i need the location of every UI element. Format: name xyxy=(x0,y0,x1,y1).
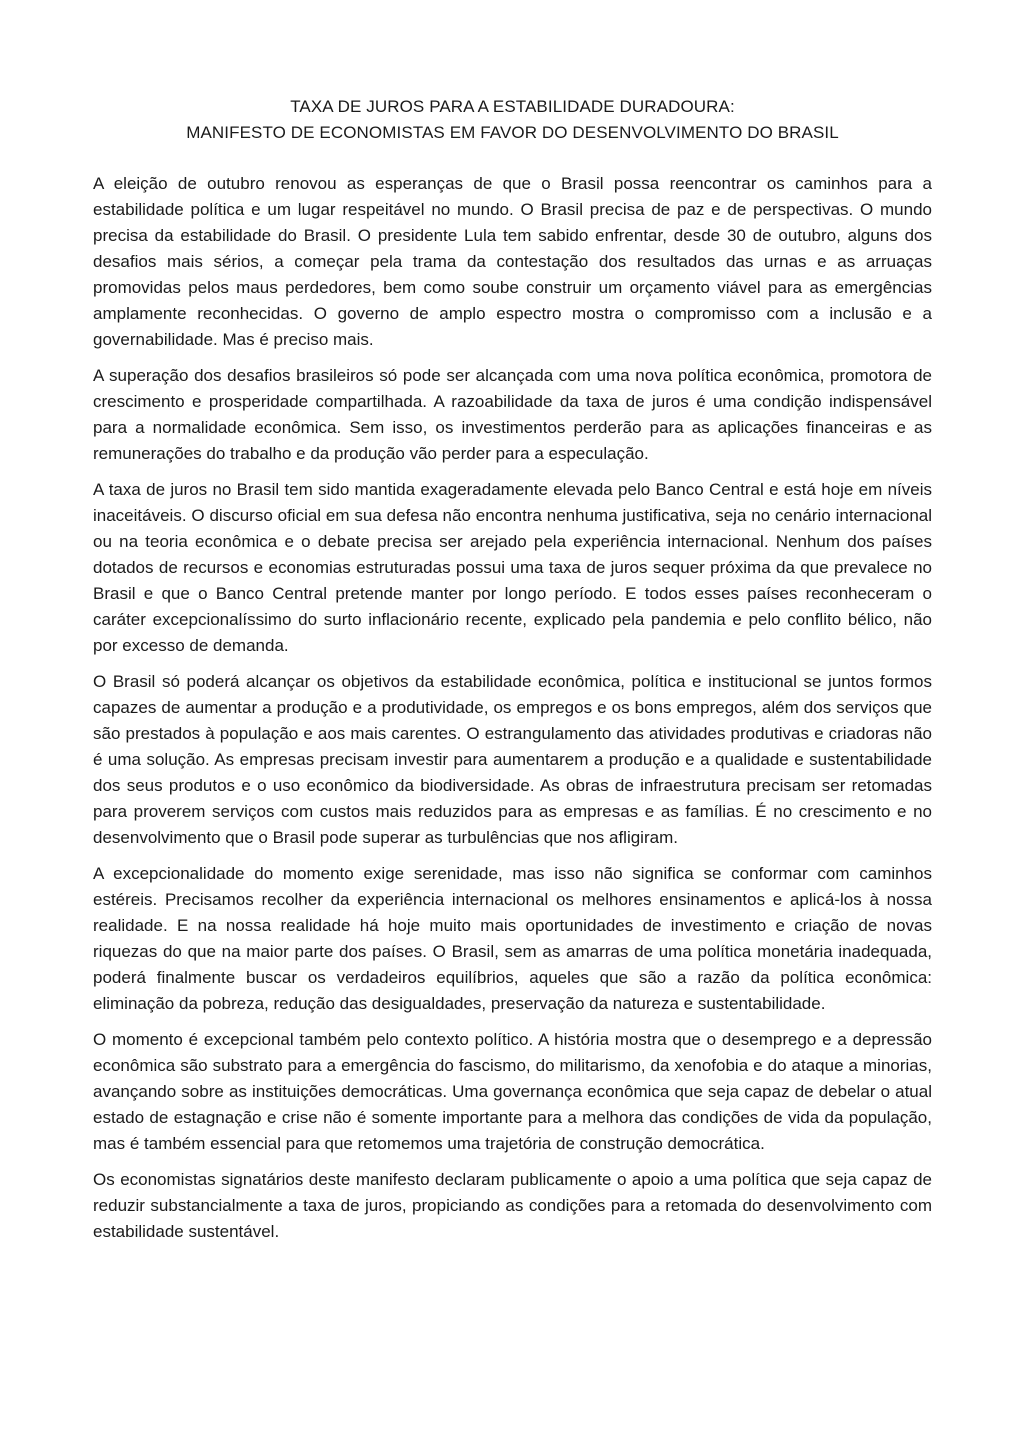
title-line-1: TAXA DE JUROS PARA A ESTABILIDADE DURADOURA: xyxy=(290,97,735,116)
paragraph-5: A excepcionalidade do momento exige serenidade, mas isso não significa se conformar com caminhos estéreis. Precisamos recolher da experiência internacional os melhores ensinamentos e aplicá-los à nossa realidade. E na nossa realidade há hoje muito mais oportunidades de investimento e criação de novas riquezas do que na maior parte dos países. O Brasil, sem as amarras de uma política monetária inadequada, poderá finalmente buscar os verdadeiros equilíbrios, aqueles que são a razão da política econômica: eliminação da pobreza, redução das desigualdades, preservação da natureza e sustentabilidade. xyxy=(93,864,932,1013)
paragraph-7: Os economistas signatários deste manifesto declaram publicamente o apoio a uma política que seja capaz de reduzir substancialmente a taxa de juros, propiciando as condições para a retomada do desenvolvimento com estabilidade sustentável. xyxy=(93,1170,932,1241)
document-title xyxy=(93,94,932,146)
paragraph-2: A superação dos desafios brasileiros só pode ser alcançada com uma nova política econômica, promotora de crescimento e prosperidade compartilhada. A razoabilidade da taxa de juros é uma condição indispensável para a normalidade econômica. Sem isso, os investimentos perderão para as aplicações financeiras e as remunerações do trabalho e da produção vão perder para a especulação. xyxy=(93,366,932,463)
paragraph-6: O momento é excepcional também pelo contexto político. A história mostra que o desemprego e a depressão econômica são substrato para a emergência do fascismo, do militarismo, da xenofobia e do ataque a minorias, avançando sobre as instituições democráticas. Uma governança econômica que seja capaz de debelar o atual estado de estagnação e crise não é somente importante para a melhora das condições de vida da população, mas é também essencial para que retomemos uma trajetória de construção democrática. xyxy=(93,1030,932,1153)
paragraph-3: A taxa de juros no Brasil tem sido mantida exageradamente elevada pelo Banco Central e está hoje em níveis inaceitáveis. O discurso oficial em sua defesa não encontra nenhuma justificativa, seja no cenário internacional ou na teoria econômica e o debate precisa ser arejado pela experiência internacional. Nenhum dos países dotados de recursos e economias estruturadas possui uma taxa de juros sequer próxima da que prevalece no Brasil e que o Banco Central pretende manter por longo período. E todos esses países reconheceram o caráter excepcionalíssimo do surto inflacionário recente, explicado pela pandemia e pelo conflito bélico, não por excesso de demanda. xyxy=(93,480,932,655)
document-page xyxy=(93,94,932,1255)
paragraph-1: A eleição de outubro renovou as esperanças de que o Brasil possa reencontrar os caminhos para a estabilidade política e um lugar respeitável no mundo. O Brasil precisa de paz e de perspectivas. O mundo precisa da estabilidade do Brasil. O presidente Lula tem sabido enfrentar, desde 30 de outubro, alguns dos desafios mais sérios, a começar pela trama da contestação dos resultados das urnas e as arruaças promovidas pelos maus perdedores, bem como soube construir um orçamento viável para as emergências amplamente reconhecidas. O governo de amplo espectro mostra o compromisso com a inclusão e a governabilidade. Mas é preciso mais. xyxy=(93,174,932,349)
title-line-2: MANIFESTO DE ECONOMISTAS EM FAVOR DO DESENVOLVIMENTO DO BRASIL xyxy=(186,123,839,142)
paragraph-4: O Brasil só poderá alcançar os objetivos da estabilidade econômica, política e institucional se juntos formos capazes de aumentar a produção e a produtividade, os empregos e os bons empregos, além dos serviços que são prestados à população e aos mais carentes. O estrangulamento das atividades produtivas e criadoras não é uma solução. As empresas precisam investir para aumentarem a produção e a qualidade e sustentabilidade dos seus produtos e o uso econômico da biodiversidade. As obras de infraestrutura precisam ser retomadas para proverem serviços com custos mais reduzidos para as empresas e as famílias. É no crescimento e no desenvolvimento que o Brasil pode superar as turbulências que nos afligiram. xyxy=(93,672,932,847)
